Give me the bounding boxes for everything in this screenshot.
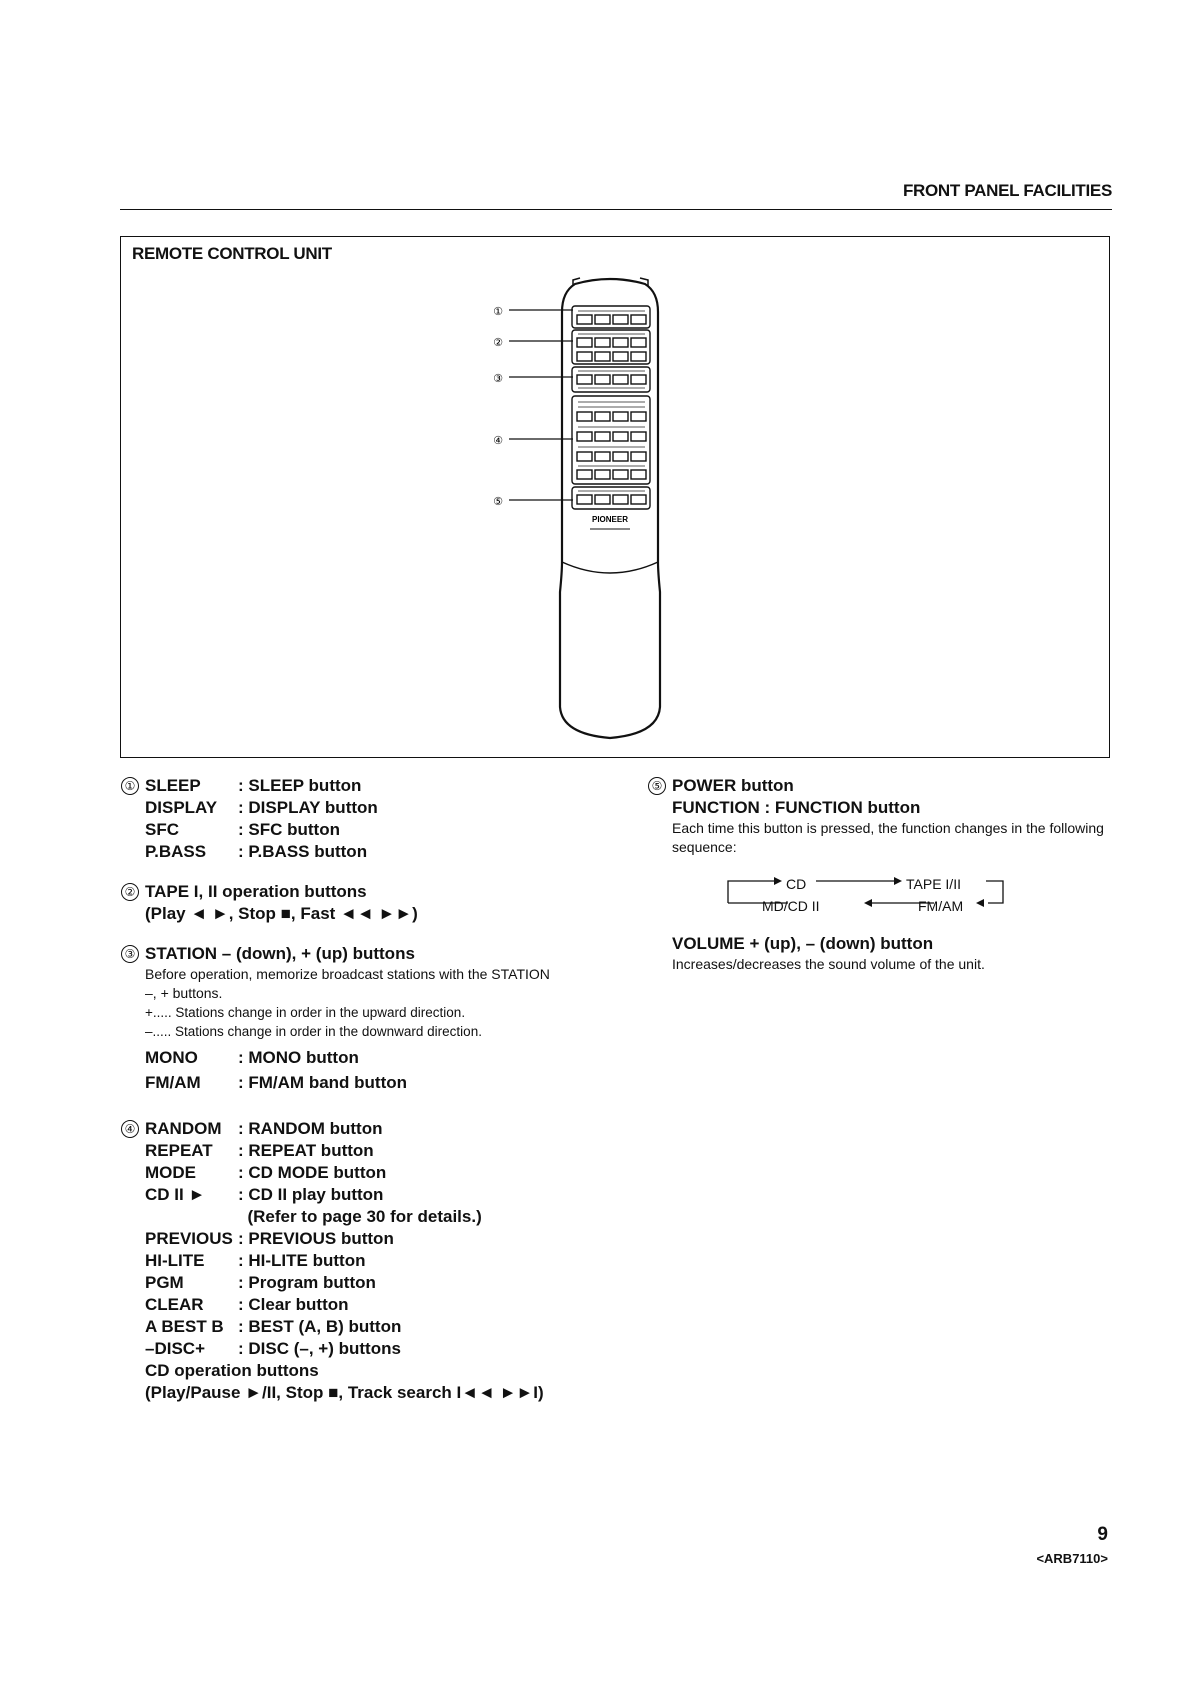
section-number-5: ⑤ <box>648 777 666 795</box>
seq-tape: TAPE I/II <box>906 876 961 892</box>
key-row: SLEEP : SLEEP button <box>121 775 641 797</box>
key-row: MONO : MONO button <box>121 1047 641 1069</box>
section-5 <box>648 775 1118 974</box>
page-number: 9 <box>1097 1524 1108 1545</box>
key-row: PREVIOUS : PREVIOUS button <box>121 1228 641 1250</box>
seq-cd: CD <box>786 876 807 892</box>
callout-2: ② <box>493 336 503 349</box>
cd-operation-sub: (Play/Pause ►/II, Stop ■, Track search I◄◄ ►►I) <box>145 1383 544 1402</box>
remote-control-illustration <box>480 272 720 742</box>
panel-title: REMOTE CONTROL UNIT <box>132 244 332 263</box>
section-number-1: ① <box>121 777 139 795</box>
section-number-4: ④ <box>121 1120 139 1138</box>
function-note: Each time this button is pressed, the function changes in the following sequence: <box>672 820 1104 855</box>
section-title: FRONT PANEL FACILITIES <box>902 181 1112 200</box>
key-row: HI-LITE : HI-LITE button <box>121 1250 641 1272</box>
left-column <box>121 775 641 1422</box>
key-row: –DISC+ : DISC (–, +) buttons <box>121 1338 641 1360</box>
callout-5: ⑤ <box>493 495 503 508</box>
volume-note: Increases/decreases the sound volume of the unit. <box>672 956 985 972</box>
key-row: CD II ► : CD II play button <box>121 1184 641 1206</box>
seq-fmam: FM/AM <box>918 898 964 914</box>
callout-1: ① <box>493 305 503 318</box>
header-rule <box>120 209 1112 210</box>
key-row: SFC : SFC button <box>121 819 641 841</box>
key-row: DISPLAY : DISPLAY button <box>121 797 641 819</box>
section-3 <box>121 943 641 1094</box>
volume-heading: VOLUME + (up), – (down) button <box>672 934 934 953</box>
section-3-down-note: –..... Stations change in order in the downward direction. <box>145 1024 482 1039</box>
section-2 <box>121 881 641 925</box>
power-heading: POWER button <box>672 776 794 795</box>
key-row: A BEST B : BEST (A, B) button <box>121 1316 641 1338</box>
function-sequence-diagram <box>726 871 1026 915</box>
key-row: REPEAT : REPEAT button <box>121 1140 641 1162</box>
section-number-2: ② <box>121 883 139 901</box>
key-row: P.BASS : P.BASS button <box>121 841 641 863</box>
section-2-heading: TAPE I, II operation buttons <box>145 882 367 901</box>
section-2-sub: (Play ◄ ►, Stop ■, Fast ◄◄ ►►) <box>145 904 418 923</box>
key-row: PGM : Program button <box>121 1272 641 1294</box>
key-row: CLEAR : Clear button <box>121 1294 641 1316</box>
callout-3: ③ <box>493 372 503 385</box>
section-3-note: Before operation, memorize broadcast stations with the STATION –, + buttons. <box>145 966 550 1001</box>
right-column <box>648 775 1118 992</box>
document-code: <ARB7110> <box>1036 1551 1108 1566</box>
cd-operation-heading: CD operation buttons <box>145 1361 319 1380</box>
key-row: MODE : CD MODE button <box>121 1162 641 1184</box>
callout-4: ④ <box>493 434 503 447</box>
refer-note: (Refer to page 30 for details.) <box>247 1207 482 1226</box>
section-3-up-note: +..... Stations change in order in the upward direction. <box>145 1005 466 1020</box>
section-4 <box>121 1118 641 1404</box>
key-row: RANDOM : RANDOM button <box>121 1118 641 1140</box>
section-number-3: ③ <box>121 945 139 963</box>
function-heading: FUNCTION : FUNCTION button <box>672 798 921 817</box>
remote-illustration-panel <box>120 236 1110 758</box>
section-1 <box>121 775 641 863</box>
key-row: FM/AM : FM/AM band button <box>121 1072 641 1094</box>
remote-brand-logo: PIONEER <box>591 515 629 524</box>
seq-mdcd: MD/CD II <box>762 898 820 914</box>
section-3-heading: STATION – (down), + (up) buttons <box>145 944 415 963</box>
